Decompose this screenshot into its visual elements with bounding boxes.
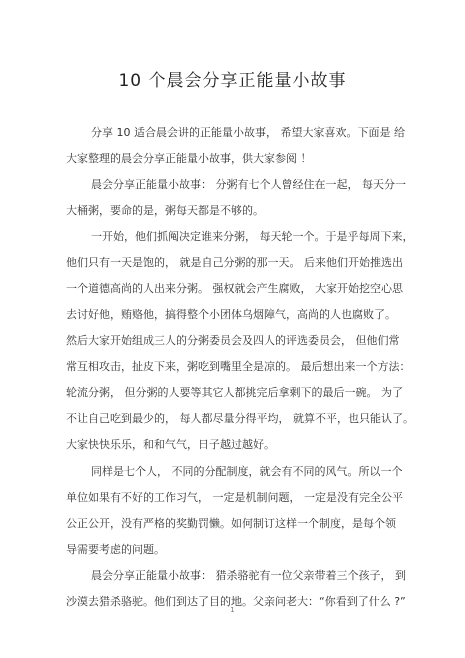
paragraph-line: 同样是七个人， 不同的分配制度，就会有不同的风气。所以一个 bbox=[91, 465, 403, 478]
document-title: 10 个晨会分享正能量小故事 bbox=[118, 71, 347, 91]
paragraph-line: 导需要考虑的问题。 bbox=[66, 543, 165, 556]
paragraph-line: 沙漠去猎杀骆驼。他们到达了目的地。父亲问老大：“你看到了什么 ?” bbox=[66, 595, 406, 608]
paragraph-line: 一开始，他们抓阄决定谁来分粥， 每天轮一个。于是乎每周下来， bbox=[91, 230, 414, 243]
paragraph-line: 公正公开，没有严格的奖勤罚懒。如何制订这样一个制度，是每个领 bbox=[66, 517, 396, 530]
paragraph-line: 大家整理的晨会分享正能量小故事，供大家参阅 ！ bbox=[66, 152, 312, 165]
paragraph-line: 分享 10 适合晨会讲的正能量小故事， 希望大家喜欢。下面是 给 bbox=[91, 126, 405, 139]
paragraph-line: 晨会分享正能量小故事： 猎杀骆驼有一位父亲带着三个孩子， 到 bbox=[91, 569, 406, 582]
paragraph-line: 他们只有一天是饱的， 就是自己分粥的那一天。 后来他们开始推选出 bbox=[66, 256, 403, 269]
paragraph-line: 去讨好他，贿赂他，搞得整个小团体乌烟障气，高尚的人也腐败了。 bbox=[66, 308, 396, 321]
paragraph-line: 大家快快乐乐，和和气气，日子越过越好。 bbox=[66, 438, 275, 451]
paragraph-line: 一个道德高尚的人出来分粥。 强权就会产生腐败， 大家开始挖空心思 bbox=[66, 282, 403, 295]
paragraph-line: 单位如果有不好的工作习气， 一定是机制问题， 一定是没有完全公平 bbox=[66, 491, 403, 504]
paragraph-line: 然后大家开始组成三人的分粥委员会及四人的评选委员会， 但他们常 bbox=[66, 334, 400, 347]
paragraph-line: 晨会分享正能量小故事： 分粥有七个人曾经住在一起， 每天分一 bbox=[91, 178, 406, 191]
page-number: 1 bbox=[230, 606, 235, 614]
paragraph-line: 常互相攻击，扯皮下来，粥吃到嘴里全是凉的。 最后想出来一个方法： bbox=[66, 360, 411, 373]
paragraph-line: 不让自己吃到最少的， 每人都尽量分得平均， 就算不平，也只能认了。 bbox=[66, 412, 414, 425]
paragraph-line: 轮流分粥， 但分粥的人要等其它人都挑完后拿剩下的最后一碗。 为了 bbox=[66, 386, 403, 399]
paragraph-line: 大桶粥，要命的是，粥每天都是不够的。 bbox=[66, 204, 264, 217]
